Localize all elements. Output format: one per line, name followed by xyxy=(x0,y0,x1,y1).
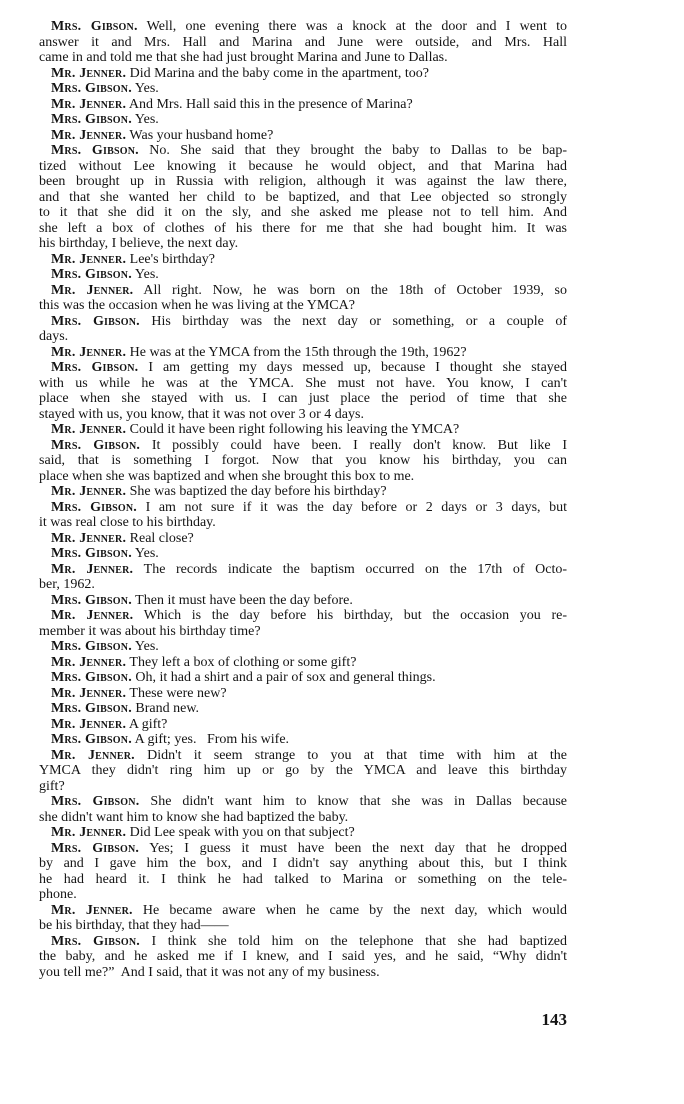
testimony-paragraph xyxy=(39,546,567,562)
text-line xyxy=(39,376,567,392)
speaker-label: Mr. Jenner. xyxy=(51,747,135,763)
line-text: Yes. xyxy=(134,639,159,654)
testimony-paragraph xyxy=(39,66,567,82)
text-line xyxy=(39,205,567,221)
speaker-label: Mr. Jenner. xyxy=(51,530,127,546)
text-line xyxy=(39,825,567,841)
text-line xyxy=(39,965,567,981)
speaker-label: Mrs. Gibson. xyxy=(51,732,132,747)
text-line xyxy=(39,593,567,609)
text-line xyxy=(39,500,567,516)
line-text: answer it and Mrs. Hall and Marina and June were outside, and Mrs. Hall xyxy=(39,34,567,50)
text-line xyxy=(39,748,567,764)
speaker-label: Mrs. Gibson. xyxy=(51,840,140,856)
testimony-paragraph xyxy=(39,825,567,841)
testimony-paragraph xyxy=(39,608,567,639)
text-line xyxy=(39,360,567,376)
text-line xyxy=(39,608,567,624)
testimony-paragraph xyxy=(39,438,567,485)
text-line xyxy=(39,112,567,128)
text-line xyxy=(39,670,567,686)
text-line xyxy=(39,934,567,950)
speaker-label: Mrs. Gibson. xyxy=(51,81,132,96)
speaker-label: Mr. Jenner. xyxy=(51,344,127,360)
testimony-paragraph xyxy=(39,422,567,438)
text-line xyxy=(39,35,567,51)
text-line xyxy=(39,190,567,206)
line-text: she left a box of clothes of his there for me that she had bought him. It was xyxy=(39,220,567,236)
testimony-paragraph xyxy=(39,903,567,934)
line-text: Could it have been right following his leaving the YMCA? xyxy=(129,422,460,437)
line-text: this was the occasion when he was living at the YMCA? xyxy=(39,298,355,313)
text-line xyxy=(39,143,567,159)
speaker-label: Mr. Jenner. xyxy=(51,685,127,701)
speaker-label: Mr. Jenner. xyxy=(51,65,127,81)
text-line xyxy=(39,655,567,671)
line-text: tized without Lee knowing it because he would object, and that Marina had xyxy=(39,158,567,174)
testimony-paragraph xyxy=(39,128,567,144)
line-text: Oh, it had a shirt and a pair of sox and general things. xyxy=(135,670,436,685)
line-text: Didn't it seem strange to you at that time with him at the xyxy=(147,747,567,763)
speaker-label: Mr. Jenner. xyxy=(51,251,127,267)
speaker-label: Mrs. Gibson. xyxy=(51,360,139,375)
speaker-label: Mrs. Gibson. xyxy=(51,267,132,282)
line-text: Yes. xyxy=(134,112,159,127)
testimony-paragraph xyxy=(39,701,567,717)
line-text: he had heard it. I think he had talked to Marina or something on the tele- xyxy=(39,871,567,887)
text-line xyxy=(39,562,567,578)
line-text: place when she stayed with us. I can just place the period of time that she xyxy=(39,391,567,406)
line-text: He was at the YMCA from the 15th through the 19th, 1962? xyxy=(129,344,467,360)
testimony-paragraph xyxy=(39,19,567,66)
testimony-paragraph xyxy=(39,112,567,128)
text-line xyxy=(39,717,567,733)
text-line xyxy=(39,159,567,175)
text-line xyxy=(39,763,567,779)
line-text: Brand new. xyxy=(135,701,200,716)
line-text: No. She said that they brought the baby to Dallas to be bap- xyxy=(149,143,567,158)
line-text: to it that she did it on the sly, and she asked me please not to tell him. And xyxy=(39,205,567,220)
speaker-label: Mrs. Gibson. xyxy=(51,592,132,608)
testimony-paragraph xyxy=(39,562,567,593)
line-text: He became aware when he came by the next day, which would xyxy=(142,902,568,918)
line-text: Did Lee speak with you on that subject? xyxy=(129,825,355,840)
text-line xyxy=(39,732,567,748)
line-text: Yes. xyxy=(134,546,159,561)
text-line xyxy=(39,949,567,965)
testimony-paragraph xyxy=(39,686,567,702)
text-line xyxy=(39,174,567,190)
line-text: it was real close to his birthday. xyxy=(39,515,216,530)
line-text: stayed with us, you know, that it was not over 3 or 4 days. xyxy=(39,406,364,422)
text-line xyxy=(39,918,567,934)
line-text: Which is the day before his birthday, but the occasion you re- xyxy=(143,608,568,623)
line-text: came in and told me that she had just brought Marina and June to Dallas. xyxy=(39,50,448,65)
speaker-label: Mr. Jenner. xyxy=(51,608,134,623)
text-line xyxy=(39,407,567,423)
speaker-label: Mr. Jenner. xyxy=(51,96,127,112)
speaker-label: Mrs. Gibson. xyxy=(51,546,132,561)
testimony-paragraph xyxy=(39,934,567,981)
line-text: ber, 1962. xyxy=(39,577,95,592)
text-line xyxy=(39,453,567,469)
line-text: The records indicate the baptism occurred on the 17th of Octo- xyxy=(143,561,568,577)
text-line xyxy=(39,66,567,82)
text-line xyxy=(39,298,567,314)
line-text: Yes; I guess it must have been the next day that he dropped xyxy=(149,840,567,856)
testimony-paragraph xyxy=(39,81,567,97)
speaker-label: Mrs. Gibson. xyxy=(51,112,132,127)
line-text: the baby, and he asked me if I knew, and I said yes, and he said, “Why didn't xyxy=(39,949,567,964)
speaker-label: Mr. Jenner. xyxy=(51,282,134,298)
text-line xyxy=(39,252,567,268)
testimony-paragraph xyxy=(39,283,567,314)
line-text: Did Marina and the baby come in the apartment, too? xyxy=(129,65,429,81)
testimony-paragraph xyxy=(39,360,567,422)
line-text: his birthday, I believe, the next day. xyxy=(39,236,239,251)
line-text: A gift? xyxy=(128,716,168,732)
speaker-label: Mr. Jenner. xyxy=(51,422,127,437)
line-text: His birthday was the next day or something, or a couple of xyxy=(151,313,568,329)
testimony-paragraph xyxy=(39,794,567,825)
line-text: Real close? xyxy=(129,530,194,546)
speaker-label: Mrs. Gibson. xyxy=(51,143,139,158)
speaker-label: Mrs. Gibson. xyxy=(51,670,132,685)
text-line xyxy=(39,97,567,113)
testimony-paragraph xyxy=(39,748,567,795)
speaker-label: Mrs. Gibson. xyxy=(51,437,141,453)
text-line xyxy=(39,128,567,144)
line-text: you tell me?” And I said, that it was not any of my business. xyxy=(39,964,380,980)
testimony-paragraph xyxy=(39,670,567,686)
testimony-paragraph xyxy=(39,531,567,547)
text-line xyxy=(39,221,567,237)
text-line xyxy=(39,50,567,66)
speaker-label: Mrs. Gibson. xyxy=(51,19,138,34)
speaker-label: Mrs. Gibson. xyxy=(51,794,140,809)
text-line xyxy=(39,81,567,97)
text-line xyxy=(39,872,567,888)
text-line xyxy=(39,283,567,299)
line-text: I think she told him on the telephone that she had baptized xyxy=(151,933,567,949)
line-text: These were new? xyxy=(129,685,227,701)
testimony-paragraph xyxy=(39,345,567,361)
speaker-label: Mr. Jenner. xyxy=(51,484,127,499)
text-line xyxy=(39,422,567,438)
testimony-paragraph xyxy=(39,639,567,655)
testimony-paragraph xyxy=(39,717,567,733)
testimony-paragraph xyxy=(39,732,567,748)
line-text: member it was about his birthday time? xyxy=(39,623,261,639)
line-text: with us while he was at the YMCA. She must not have. You know, I can't xyxy=(39,375,567,391)
text-line xyxy=(39,267,567,283)
line-text: A gift; yes. From his wife. xyxy=(134,732,290,747)
text-line xyxy=(39,903,567,919)
line-text: YMCA they didn't ring him up or go by the YMCA and leave this birthday xyxy=(39,763,567,778)
testimony-paragraph xyxy=(39,252,567,268)
speaker-label: Mrs. Gibson. xyxy=(51,313,140,329)
line-text: Yes. xyxy=(134,81,159,96)
speaker-label: Mr. Jenner. xyxy=(51,127,127,143)
testimony-paragraph xyxy=(39,97,567,113)
line-text: phone. xyxy=(39,887,77,902)
line-text: They left a box of clothing or some gift? xyxy=(129,654,357,670)
text-line xyxy=(39,236,567,252)
testimony-paragraph xyxy=(39,143,567,252)
line-text: Was your husband home? xyxy=(129,127,274,143)
line-text: She was baptized the day before his birthday? xyxy=(129,484,387,499)
text-line xyxy=(39,484,567,500)
line-text: said, that is something I forgot. Now that you know his birthday, you can xyxy=(39,453,567,468)
text-line xyxy=(39,686,567,702)
line-text: place when she was baptized and when she brought this box to me. xyxy=(39,468,415,484)
line-text: and that she wanted her child to be baptized, and that Lee objected so strongly xyxy=(39,189,567,205)
testimony-paragraph xyxy=(39,500,567,531)
text-line xyxy=(39,624,567,640)
speaker-label: Mr. Jenner. xyxy=(51,716,127,732)
testimony-paragraph xyxy=(39,314,567,345)
line-text: gift? xyxy=(39,778,65,794)
line-text: I am getting my days messed up, because I thought she stayed xyxy=(148,360,567,375)
text-line xyxy=(39,438,567,454)
transcript-page xyxy=(39,19,567,980)
speaker-label: Mrs. Gibson. xyxy=(51,701,132,716)
text-line xyxy=(39,887,567,903)
speaker-label: Mrs. Gibson. xyxy=(51,499,137,515)
testimony-paragraph xyxy=(39,841,567,903)
text-line xyxy=(39,701,567,717)
line-text: by and I gave him the box, and I didn't say anything about this, but I think xyxy=(39,856,567,871)
testimony-paragraph xyxy=(39,593,567,609)
speaker-label: Mr. Jenner. xyxy=(51,561,134,577)
line-text: Lee's birthday? xyxy=(129,251,215,267)
page-number: 143 xyxy=(541,1010,567,1029)
text-line xyxy=(39,19,567,35)
speaker-label: Mrs. Gibson. xyxy=(51,933,140,949)
text-line xyxy=(39,546,567,562)
testimony-paragraph xyxy=(39,484,567,500)
text-line xyxy=(39,531,567,547)
text-line xyxy=(39,345,567,361)
speaker-label: Mr. Jenner. xyxy=(51,825,127,840)
text-line xyxy=(39,391,567,407)
line-text: Then it must have been the day before. xyxy=(135,592,353,608)
line-text: All right. Now, he was born on the 18th of October 1939, so xyxy=(143,282,568,298)
line-text: Yes. xyxy=(134,267,159,282)
text-line xyxy=(39,469,567,485)
line-text: been brought up in Russia with religion, although it was against the law there, xyxy=(39,174,567,189)
speaker-label: Mr. Jenner. xyxy=(51,654,127,670)
text-line xyxy=(39,810,567,826)
testimony-paragraph xyxy=(39,655,567,671)
line-text: It possibly could have been. I really don't know. But like I xyxy=(151,437,568,453)
text-line xyxy=(39,841,567,857)
text-line xyxy=(39,577,567,593)
text-line xyxy=(39,779,567,795)
line-text: I am not sure if it was the day before or 2 days or 3 days, but xyxy=(145,499,567,515)
text-line xyxy=(39,329,567,345)
text-line xyxy=(39,856,567,872)
text-line xyxy=(39,639,567,655)
line-text: And Mrs. Hall said this in the presence of Marina? xyxy=(128,96,413,112)
line-text: be his birthday, that they had—— xyxy=(39,918,229,933)
text-line xyxy=(39,314,567,330)
text-line xyxy=(39,515,567,531)
testimony-paragraph xyxy=(39,267,567,283)
speaker-label: Mrs. Gibson. xyxy=(51,639,132,654)
speaker-label: Mr. Jenner. xyxy=(51,902,133,918)
text-line xyxy=(39,794,567,810)
line-text: She didn't want him to know that she was in Dallas because xyxy=(150,794,567,809)
line-text: she didn't want him to know she had baptized the baby. xyxy=(39,809,349,825)
line-text: days. xyxy=(39,329,69,344)
line-text: Well, one evening there was a knock at the door and I went to xyxy=(146,19,567,34)
